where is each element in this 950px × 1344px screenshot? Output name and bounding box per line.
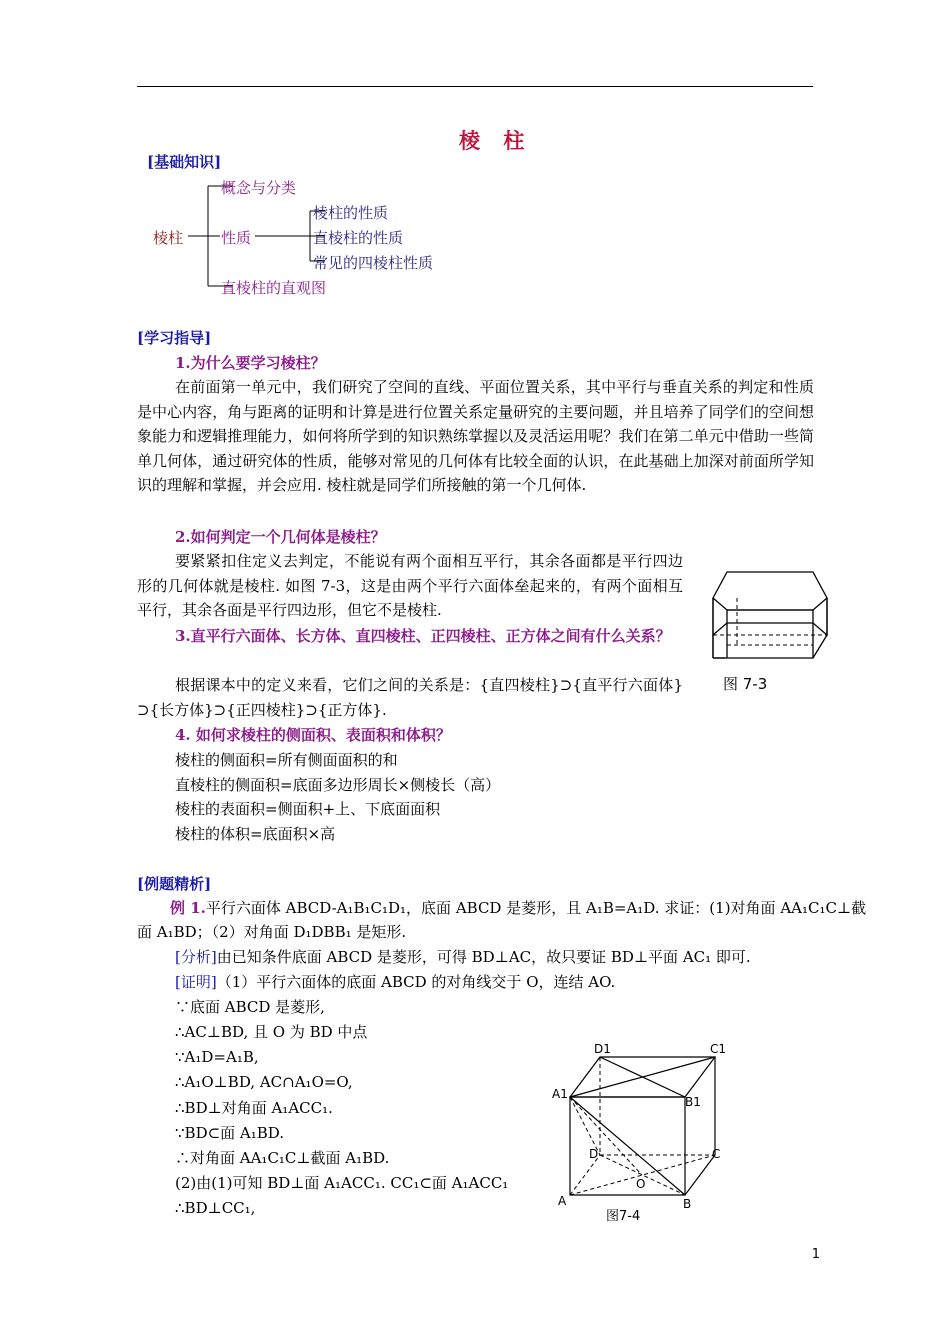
section-examples: [例题精析] (137, 875, 212, 893)
tree-property: 性质 (221, 229, 252, 247)
proof-label: [证明] (175, 973, 217, 991)
formula-line-4: 棱柱的体积=底面积×高 (175, 825, 336, 843)
page-title: 棱 柱 (459, 128, 533, 153)
proof-step: ∴对角面 AA₁C₁C⊥截面 A₁BD. (175, 1149, 390, 1167)
question-1-body: 在前面第一单元中，我们研究了空间的直线、平面位置关系，其中平行与垂直关系的判定和性质是中心内容，角与距离的证明和计算是进行位置关系定量研究的主要问题，并且培养了同学们的空间想象能力和逻辑推理能力，如何将所学到的知识熟练掌握以及灵活运用呢？我们在第二单元中借助一些简单几何体，通过研究体的性质，能够对常见的几何体有比较全面的认识，在此基础上加深对前面所学知识的理解和掌握，并会应用. 棱柱就是同学们所接触的第一个几何体. (137, 378, 814, 494)
formula-line-1: 棱柱的侧面积=所有侧面面积的和 (175, 751, 398, 769)
proof-first: （1）平行六面体的底面 ABCD 的对角线交于 O，连结 AO. (216, 973, 616, 991)
analysis-label: [分析] (175, 948, 217, 966)
question-3-title: 3.直平行六面体、长方体、直四棱柱、正四棱柱、正方体之间有什么关系？ (175, 627, 671, 645)
tree-root: 棱柱 (153, 229, 184, 247)
proof-step: ∴A₁O⊥BD, AC∩A₁O=O, (175, 1073, 353, 1091)
example-1-line-2: 面 A₁BD；（2）对角面 D₁DBB₁ 是矩形. (137, 923, 407, 941)
label-o: O (636, 1177, 646, 1191)
question-4-title: 4. 如何求棱柱的侧面积、表面积和体积？ (175, 726, 451, 744)
proof-step: ∵BD⊂面 A₁BD. (175, 1124, 285, 1142)
analysis-line (175, 945, 751, 970)
tree-common-quad-property: 常见的四棱柱性质 (313, 254, 434, 272)
page-number: 1 (811, 1247, 820, 1262)
label-d1: D1 (594, 1042, 611, 1056)
question-3-body: 根据课本中的定义来看，它们之间的关系是：{直四棱柱}⊃{直平行六面体}⊃{长方体}⊃{正四棱柱}⊃{正方体}. (137, 676, 683, 719)
label-c1: C1 (710, 1042, 727, 1056)
section-study-guide: [学习指导] (137, 329, 212, 347)
proof-line (175, 970, 615, 995)
label-a1: A1 (552, 1087, 568, 1101)
tree-intuitive: 直棱柱的直观图 (221, 279, 327, 297)
question-1-title: 1.为什么要学习棱柱？ (175, 354, 326, 372)
proof-step: (2)由(1)可知 BD⊥面 A₁ACC₁. CC₁⊂面 A₁ACC₁ (175, 1174, 509, 1192)
proof-step: ∵底面 ABCD 是菱形, (175, 998, 325, 1016)
figure-7-3 (705, 565, 835, 700)
label-b: B (683, 1197, 692, 1211)
label-b1: B1 (685, 1095, 701, 1109)
proof-step: ∴BD⊥对角面 A₁ACC₁. (175, 1099, 333, 1117)
question-2-title: 2.如何判定一个几何体是棱柱？ (175, 528, 386, 546)
figure-7-4 (550, 1040, 735, 1230)
example-1-statement: 平行六面体 ABCD-A₁B₁C₁D₁，底面 ABCD 是菱形，且 A₁B=A₁D. 求证：(1)对角面 AA₁C₁C⊥截 (205, 899, 867, 917)
question-3-title-line1 (175, 625, 683, 646)
formula-line-2: 直棱柱的侧面积=底面多边形周长×侧棱长（高） (175, 776, 501, 794)
header-rule (137, 86, 813, 87)
label-c: C (712, 1147, 721, 1161)
tree-prism-property: 棱柱的性质 (313, 204, 389, 222)
figure-7-3-caption: 图 7-3 (723, 675, 768, 693)
example-1-line-1 (170, 896, 866, 921)
tree-concept: 概念与分类 (221, 179, 297, 197)
proof-step: ∴BD⊥CC₁, (175, 1199, 256, 1217)
proof-step: ∵A₁D=A₁B, (175, 1048, 259, 1066)
formula-line-3: 棱柱的表面积=侧面积+上、下底面面积 (175, 800, 441, 818)
section-basic-knowledge: [基础知识] (147, 153, 222, 171)
analysis-text: 由已知条件底面 ABCD 是菱形，可得 BD⊥AC，故只要证 BD⊥平面 AC₁ 即可. (216, 948, 751, 966)
figure-7-4-caption: 图7-4 (606, 1209, 641, 1224)
example-1-label: 例 1. (170, 899, 206, 917)
label-d: D (589, 1147, 599, 1161)
tree-right-prism-property: 直棱柱的性质 (313, 229, 404, 247)
proof-step: ∴AC⊥BD, 且 O 为 BD 中点 (175, 1023, 368, 1041)
question-2-body: 要紧紧扣住定义去判定，不能说有两个面相互平行，其余各面都是平行四边形的几何体就是棱柱. 如图 7-3，这是由两个平行六面体垒起来的，有两个面相互平行，其余各面是平行四边形，但它不是棱柱. (137, 552, 683, 619)
label-a: A (558, 1194, 567, 1208)
